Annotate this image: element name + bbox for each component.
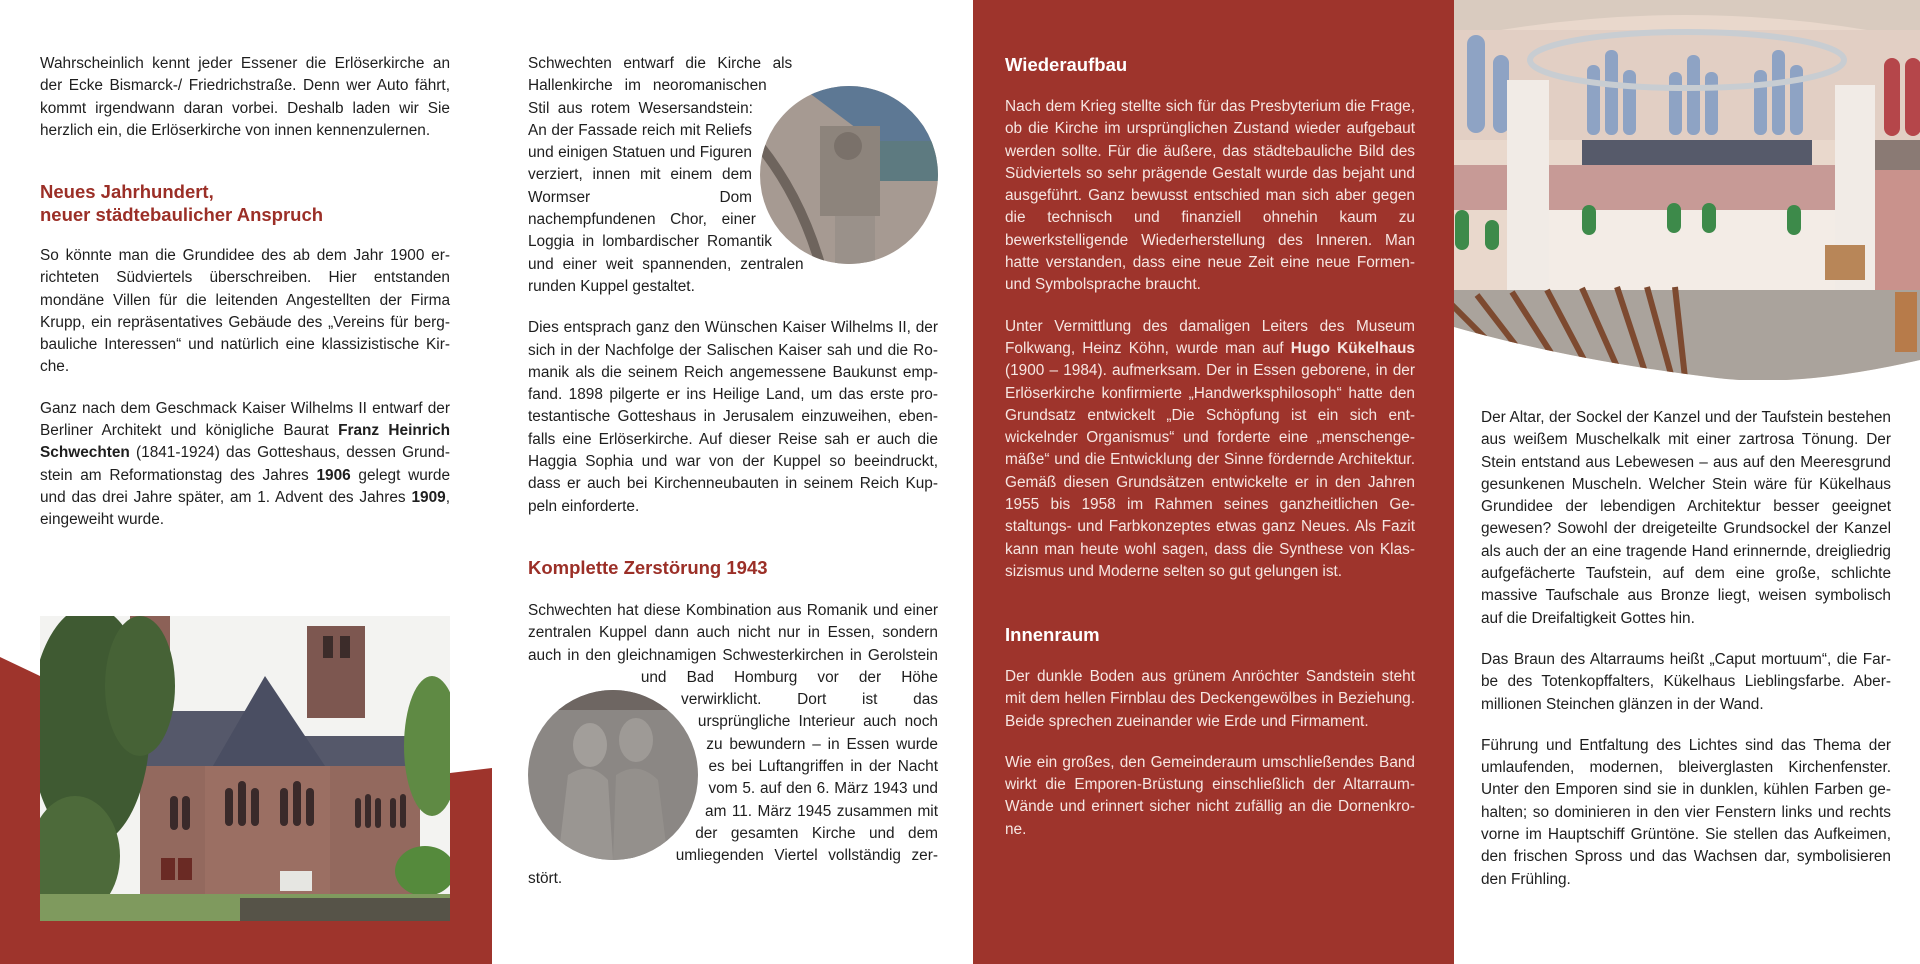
section-body-wiederaufbau bbox=[1005, 96, 1415, 602]
section-body-architecture bbox=[528, 53, 938, 537]
section-heading-innenraum: Innenraum bbox=[1005, 624, 1100, 645]
paragraph-hallenkirche: Schwechten entwarf die Kirche als Hallenkirche im neoromanischen Stil aus rotem Wesersandstein: An der Fassade reich mit Reliefs und einigen Statuen und Figuren verziert, innen mit einem dem Wormser Dom nachempfundenen Chor, einer Loggia in lombardischer Romantik und einer weit spannenden, zentralen runden Kuppel gestaltet. bbox=[528, 55, 804, 295]
relief-capital-illustration bbox=[760, 86, 938, 264]
section-heading-neues-jahrhundert: Neues Jahrhundert, neuer städtebaulicher Anspruch bbox=[40, 181, 324, 225]
panel-intro bbox=[0, 0, 487, 964]
church-interior-photo bbox=[1447, 0, 1920, 380]
panel-interior bbox=[1447, 0, 1920, 964]
section-heading-wiederaufbau: Wiederaufbau bbox=[1005, 54, 1128, 75]
paragraph-kaiser-wilhelm: Dies entsprach ganz den Wünschen Kaiser Wilhelms II, der sich in der Nachfolge der Salischen Kaiser sah und die Romanik als die seinem Reich angemessene Baukunst empfand. 1898 pilgerte er ins Heilige Land, um das erste protestantische Gotteshaus in Jerusalem einzuweihen, ebenfalls eine Erlöserkirche. Auf dieser Reise sah er auch die Haggia Sophia und war von der Kuppel so beeindruckt, dass er auch bei Kirchenneubauten in seinem Reich Kuppeln einforderte. bbox=[528, 319, 938, 515]
red-divider-strip bbox=[1447, 0, 1454, 964]
section-body-altar bbox=[1481, 407, 1891, 910]
paragraph-presbyterium: Nach dem Krieg stellte sich für das Presbyterium die Frage, ob die Kirche im ursprünglichen Zustand wieder aufgebaut werden sollte. Für die äußere, das städtebauliche Bild des Südviertels so sehr prägende Gestalt wurde das bejaht und ausgeführt. Ganz bewusst entschied man sich aber gegen die technisch und finanziell ohnehin kaum zu bewerkstelligende Wiederherstellung des Inneren. Man hatte verstanden, dass eine neue Zeit eine neue Formen- und Symbolsprache braucht. bbox=[1005, 98, 1415, 294]
relief-figures-illustration bbox=[528, 690, 698, 860]
paragraph-suedviertel: So könnte man die Grundidee des ab dem Jahr 1900 errichteten Südviertels überschreiben. Hier entstanden mondäne Villen für die leitenden Angestellten der Firma Krupp, ein repräsentatives Gebäude des „Vereins für bergbauliche Interessen“ und natürlich eine klassizistische Kirche. bbox=[40, 247, 450, 376]
paragraph-boden: Der dunkle Boden aus grünem Anröchter Sandstein steht mit dem hellen Firnblau des Deckengewölbes in Beziehung. Beide sprechen zueinander wie Erde und Firmament. bbox=[1005, 668, 1415, 730]
panel-reconstruction bbox=[973, 0, 1447, 964]
paragraph-caput-mortuum: Das Braun des Altarraums heißt „Caput mortuum“, die Farbe des Totenkopffalters, Kükelhaus Lieblingsfarbe. Abermillionen Steinchen glänzen in der Wand. bbox=[1481, 650, 1891, 713]
relief-figures-circle-photo bbox=[528, 690, 698, 860]
church-exterior-photo bbox=[40, 616, 450, 921]
relief-capital-circle-photo bbox=[760, 86, 938, 264]
paragraph-schwesterkirchen: Schwechten hat diese Kombination aus Romanik und einer zentralen Kuppel dann auch nicht nur in Essen, sondern auch in den gleichnamigen Schwesterkirchen in Gerolstein und Bad Homburg vor der Höhe verwirklicht. Dort ist das ursprüngliche Interieur auch noch zu bewundern – in Essen wurde es bei Luftangriffen in der Nacht vom 5. auf den 6. März 1943 und am 11. März 1945 zusammen mit der gesamten Kirche und dem umliegenden Viertel vollständig zerstört. bbox=[528, 602, 938, 887]
paragraph-emporen: Wie ein großes, den Gemeinderaum umschließendes Band wirkt die Emporen-Brüstung einschließlich der Altarraum-Wände und erinnert sicher nicht zufällig an die Dornenkrone. bbox=[1005, 753, 1415, 838]
church-exterior-illustration bbox=[40, 616, 450, 921]
panel-history bbox=[487, 0, 973, 964]
section-body-innenraum bbox=[1005, 666, 1415, 860]
paragraph-altar: Der Altar, der Sockel der Kanzel und der Taufstein bestehen aus weißem Muschelkalk mit einer zartrosa Tönung. Der Stein entstand aus Lebewesen – aus auf den Meeresgrund gesunkenen Muscheln. Welcher Stein wäre für Kükelhaus Grundidee der lebendigen Architektur besser geeignet gewesen? Sowohl der dreigeteilte Grundsockel der Kanzel als auch der an eine tragende Hand erinnernde, dreigliedrig aufgefächerte Taufstein, auf dem eine große, schlichte massive Taufschale aus Bronze liegt, weisen symbolisch auf die Dreifaltigkeit Gottes hin. bbox=[1481, 409, 1891, 627]
intro-paragraph: Wahrscheinlich kennt jeder Essener die Erlöserkirche an der Ecke Bismarck-/ Friedrichstraße. Denn wer Auto fährt, kommt irgendwann daran vorbei. Deshalb laden wir Sie herzlich ein, die Erlöserkirche von innen kennenzulernen. bbox=[40, 55, 450, 139]
section-body-neues-jahrhundert bbox=[40, 245, 450, 551]
paragraph-kuekelhaus: Unter Vermittlung des damaligen Leiters des Museum Folkwang, Heinz Köhn, wurde man auf Hugo Kükelhaus (1900 – 1984). aufmerksam. Der in Essen geborene, in der Erlöserkirche konfirmierte „Handwerksphilosoph“ hatte den Grundsatz entwickelt „Die Schöpfung ist ein sich entwickelnder Organismus“ und forderte eine „menschengemäße“ und die Entwicklung der Sinne fördernde Architektur. Gemäß diesen Grundsätzen entwickelte er in den Jahren 1955 bis 1958 im Rahmen seines ganzheitlichen Gestaltungs- und Farbkonzeptes etwas ganz Neues. Als Fazit kann man heute wohl sagen, dass die Synthese von Klassizismus und Moderne selten so gut gelungen ist. bbox=[1005, 317, 1415, 580]
section-body-zerstoerung bbox=[528, 600, 938, 909]
paragraph-kirchenfenster: Führung und Entfaltung des Lichtes sind das Thema der umlaufenden, modernen, bleiverglasten Kirchenfenster. Unter den Emporen sind sie in dunklen, kühlen Farben gehalten; so dominieren in den vier Fenstern links und rechts vorne im Hauptschiff Grüntöne. Sie stellen das Aufkeimen, den frischen Spross und das Wachsen dar, symbolisieren den Frühling. bbox=[1481, 736, 1891, 888]
section-heading-zerstoerung: Komplette Zerstörung 1943 bbox=[528, 557, 768, 578]
paragraph-schwechten: Ganz nach dem Geschmack Kaiser Wilhelms II entwarf der Berliner Architekt und königliche Baurat Franz Heinrich Schwechten (1841-1924) das Gotteshaus, dessen Grundstein am Reformationstag des Jahres 1906 gelegt wurde und das drei Jahre später, am 1. Advent des Jahres 1909, eingeweiht wurde. bbox=[40, 399, 451, 529]
